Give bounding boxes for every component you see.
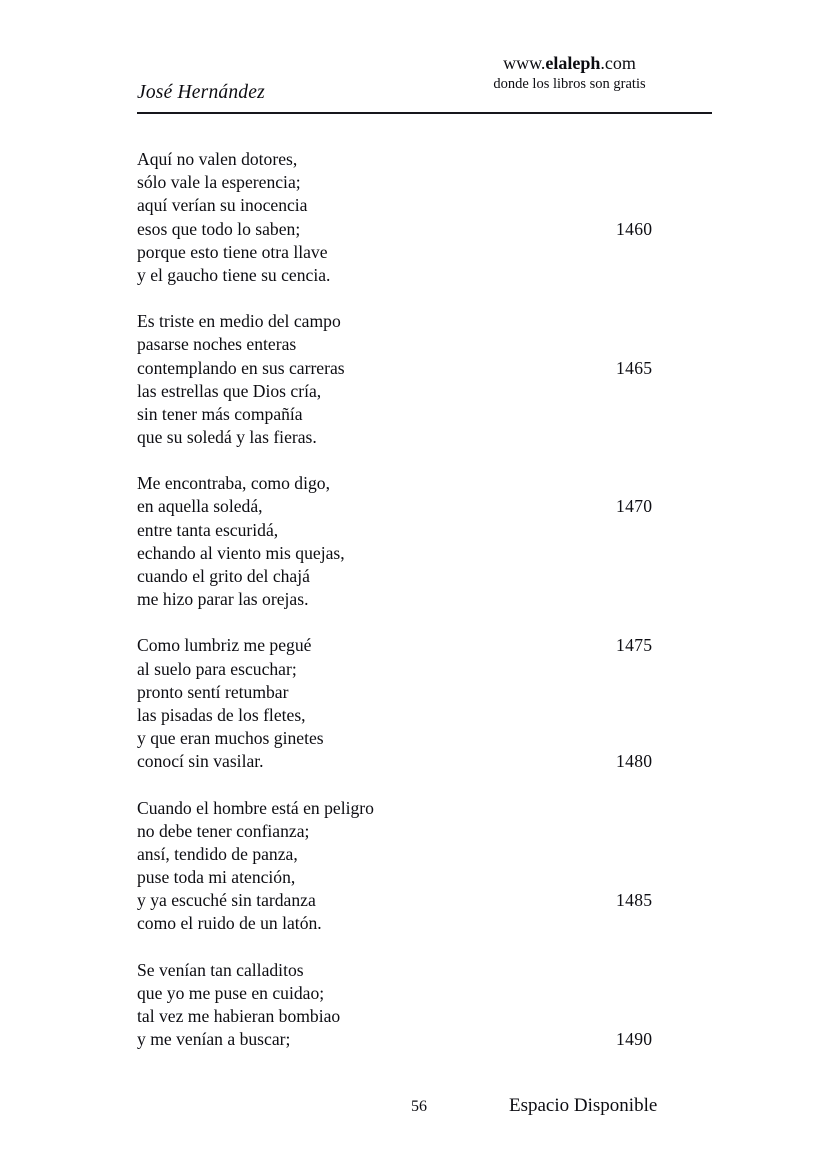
verse-text: al suelo para escuchar; <box>137 658 297 679</box>
verse-text: Se venían tan calladitos <box>137 959 304 980</box>
verse-line <box>137 1005 712 1028</box>
verse-line <box>137 241 712 264</box>
footer-note: Espacio Disponible <box>509 1095 658 1116</box>
poem-body <box>137 148 712 1074</box>
verse-line <box>137 681 712 704</box>
verse-text: echando al viento mis quejas, <box>137 542 345 563</box>
stanza <box>137 634 712 773</box>
verse-line <box>137 495 712 518</box>
verse-line <box>137 750 712 773</box>
verse-text: ansí, tendido de panza, <box>137 843 298 864</box>
publisher-url-prefix: www. <box>503 53 546 73</box>
verse-line <box>137 634 712 657</box>
verse-text: las estrellas que Dios cría, <box>137 380 322 401</box>
verse-number: 1465 <box>616 357 653 378</box>
stanza <box>137 310 712 449</box>
publisher-block <box>427 52 712 95</box>
page-number: 56 <box>411 1098 427 1115</box>
verse-text: cuando el grito del chajá <box>137 566 310 586</box>
stanza <box>137 148 712 287</box>
verse-line <box>137 171 712 194</box>
verse-text: las pisadas de los fletes, <box>137 704 306 725</box>
verse-text: contemplando en sus carreras <box>137 357 345 378</box>
verse-line <box>137 588 712 611</box>
verse-text: pronto sentí retumbar <box>137 681 289 702</box>
verse-line <box>137 426 712 449</box>
verse-text: en aquella soledá, <box>137 496 263 517</box>
verse-line <box>137 380 712 403</box>
verse-text: Cuando el hombre está en peligro <box>137 797 374 818</box>
verse-text: que su soledá y las fieras. <box>137 427 317 448</box>
verse-line <box>137 264 712 287</box>
verse-line <box>137 820 712 843</box>
page-header <box>137 52 712 110</box>
verse-line <box>137 472 712 495</box>
verse-text: y el gaucho tiene su cencia. <box>137 264 331 285</box>
verse-text: tal vez me habieran bombiao <box>137 1006 341 1026</box>
stanza <box>137 959 712 1052</box>
verse-line <box>137 542 712 565</box>
verse-number: 1460 <box>616 218 653 239</box>
verse-text: sólo vale la esperencia; <box>137 172 301 193</box>
stanza <box>137 797 712 936</box>
verse-text: porque esto tiene otra llave <box>137 241 328 262</box>
verse-line <box>137 843 712 866</box>
verse-line <box>137 310 712 333</box>
verse-number: 1490 <box>616 1029 653 1050</box>
verse-text: Es triste en medio del campo <box>137 311 341 332</box>
verse-text: y que eran muchos ginetes <box>137 728 324 749</box>
verse-text: Como lumbriz me pegué <box>137 635 312 656</box>
verse-text: pasarse noches enteras <box>137 334 297 355</box>
publisher-url-suffix: .com <box>600 53 636 73</box>
verse-text: conocí sin vasilar. <box>137 751 264 772</box>
publisher-tagline: donde los libros son gratis <box>493 76 646 92</box>
author-name: José Hernández <box>137 82 265 103</box>
verse-line <box>137 658 712 681</box>
verse-line <box>137 912 712 935</box>
verse-text: como el ruido de un latón. <box>137 913 322 934</box>
verse-text: entre tanta escuridá, <box>137 519 279 540</box>
verse-line <box>137 519 712 542</box>
verse-line <box>137 357 712 380</box>
verse-line <box>137 333 712 356</box>
verse-line <box>137 148 712 171</box>
verse-number: 1475 <box>616 635 653 656</box>
verse-line <box>137 194 712 217</box>
verse-line <box>137 982 712 1005</box>
verse-line <box>137 218 712 241</box>
verse-text: sin tener más compañía <box>137 403 303 424</box>
header-divider <box>137 112 712 114</box>
verse-text: Aquí no valen dotores, <box>137 149 298 169</box>
verse-text: que yo me puse en cuidao; <box>137 982 325 1003</box>
verse-line <box>137 704 712 727</box>
verse-text: y ya escuché sin tardanza <box>137 890 316 911</box>
verse-number: 1485 <box>616 890 653 911</box>
verse-line <box>137 866 712 889</box>
publisher-url-brand: elaleph <box>545 53 601 73</box>
stanza <box>137 472 712 611</box>
verse-text: esos que todo lo saben; <box>137 218 301 239</box>
verse-number: 1470 <box>616 496 653 517</box>
verse-text: puse toda mi atención, <box>137 867 296 888</box>
verse-line <box>137 565 712 588</box>
verse-text: Me encontraba, como digo, <box>137 473 330 494</box>
publisher-url <box>427 52 712 74</box>
page-footer <box>137 1094 712 1124</box>
verse-text: no debe tener confianza; <box>137 820 310 841</box>
verse-line <box>137 959 712 982</box>
verse-line <box>137 1028 712 1051</box>
verse-line <box>137 889 712 912</box>
verse-line <box>137 727 712 750</box>
verse-line <box>137 403 712 426</box>
verse-line <box>137 797 712 820</box>
verse-number: 1480 <box>616 751 653 772</box>
verse-text: me hizo parar las orejas. <box>137 589 309 610</box>
verse-text: y me venían a buscar; <box>137 1029 291 1050</box>
verse-text: aquí verían su inocencia <box>137 195 308 216</box>
